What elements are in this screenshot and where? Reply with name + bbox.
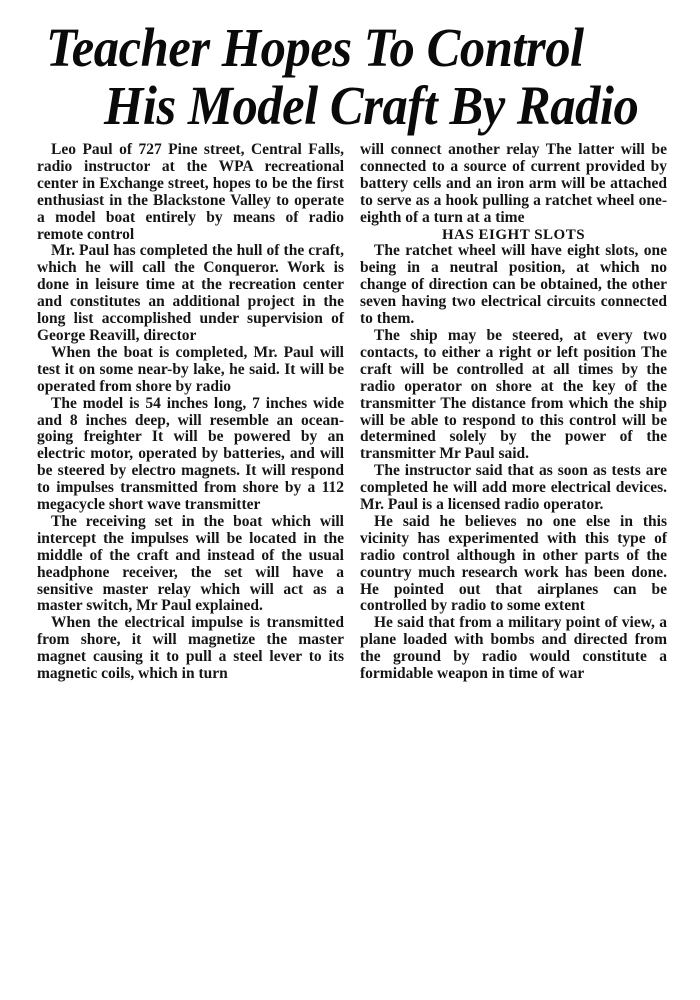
paragraph: The ratchet wheel will have eight slots, one being in a neutral position, at which no change of direction can be obtained, the other seven having two electrical circuits connected to them. (360, 242, 667, 328)
article-body (37, 142, 667, 962)
paragraph: The instructor said that as soon as tests are completed he will add more electrical devices. Mr. Paul is a licensed radio operator. (360, 462, 667, 514)
paragraph-continued: will connect another relay The latter will be connected to a source of current provided by battery cells and an iron arm will be attached to serve as a hook pulling a ratchet wheel one-eighth of a turn at a time (360, 141, 667, 226)
paragraph: When the boat is completed, Mr. Paul will test it on some near-by lake, he said. It will be operated from shore by radio (37, 343, 344, 395)
headline-line-2: His Model Craft By Radio (104, 75, 639, 136)
paragraph: When the electrical impulse is transmitted from shore, it will magnetize the master magnet causing it to pull a steel lever to its magnetic coils, which in turn (37, 614, 344, 683)
column-left (37, 142, 344, 962)
paragraph: Leo Paul of 727 Pine street, Central Falls, radio instructor at the WPA recreational center in Exchange street, hopes to be the first enthusiast in the Blackstone Valley to operate a model boat entirely by means of radio remote control (37, 141, 344, 243)
paragraph: The model is 54 inches long, 7 inches wide and 8 inches deep, will resemble an ocean-going freighter It will be powered by an electric motor, operated by batteries, and will be steered by electro magnets. It will respond to impulses transmitted from shore by a 112 megacycle short wave transmitter (37, 394, 344, 514)
paragraph: Mr. Paul has completed the hull of the craft, which he will call the Conqueror. Work is done in leisure time at the recreation center and constitutes an additional project in the long list accomplished under supervision of George Reavill, director (37, 242, 344, 344)
paragraph: He said that from a military point of view, a plane loaded with bombs and directed from the ground by radio would constitute a formidable weapon in time of war (360, 614, 667, 683)
subheading: HAS EIGHT SLOTS (441, 226, 586, 243)
paragraph: The ship may be steered, at every two contacts, to either a right or left position The craft will be controlled at all times by the radio operator on shore at the key of the transmitter The distance from which the ship will be able to respond to this control will be determined solely by the power of the transmitter Mr Paul said. (360, 326, 667, 463)
paragraph: The receiving set in the boat which will intercept the impulses will be located in the middle of the craft and instead of the usual headphone receiver, the set will have a sensitive master relay which will act as a master switch, Mr Paul explained. (37, 512, 344, 615)
paragraph: He said he believes no one else in this vicinity has experimented with this type of radio control although in other parts of the country much research work has been done. He pointed out that airplanes can be controlled by radio to some extent (360, 512, 667, 615)
headline-line-1: Teacher Hopes To Control (46, 17, 584, 78)
column-right (360, 142, 667, 962)
